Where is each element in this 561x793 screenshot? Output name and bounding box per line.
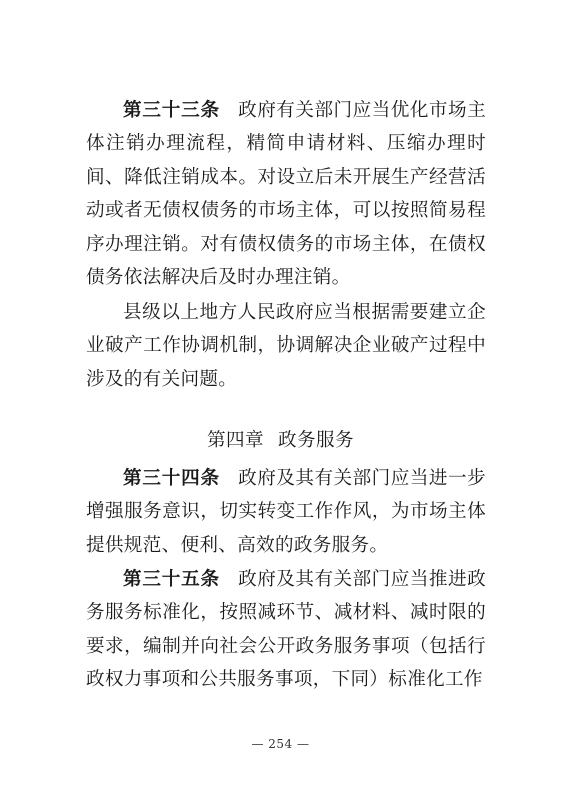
article-34-text: 政府及其有关部门应当进一步增强服务意识，切实转变工作作风，为市场主体提供规范、便利、高效的政务服务。 bbox=[86, 468, 486, 556]
article-33-paragraph bbox=[86, 94, 486, 294]
article-35-text: 政府及其有关部门应当推进政务服务标准化，按照减环节、减材料、减时限的要求，编制并向社会公开政务服务事项（包括行政权力事项和公共服务事项，下同）标准化工作 bbox=[86, 569, 486, 691]
article-35-paragraph bbox=[86, 563, 486, 697]
article-33-number: 第三十三条 bbox=[123, 100, 220, 121]
chapter-title: 政务服务 bbox=[278, 430, 354, 451]
article-33-paragraph-2: 县级以上地方人民政府应当根据需要建立企业破产工作协调机制，协调解决企业破产过程中涉及的有关问题。 bbox=[86, 302, 486, 390]
article-33-text: 政府有关部门应当优化市场主体注销办理流程，精简申请材料、压缩办理时间、降低注销成本。对设立后未开展生产经营活动或者无债权债务的市场主体，可以按照简易程序办理注销。对有债权债务的市场主体，在债权债务依法解决后及时办理注销。 bbox=[86, 100, 486, 289]
chapter-number: 第四章 bbox=[207, 430, 264, 451]
article-35-number: 第三十五条 bbox=[123, 569, 220, 590]
article-34-number: 第三十四条 bbox=[123, 468, 220, 489]
article-34-paragraph bbox=[86, 462, 486, 562]
page-number: — 254 — bbox=[251, 737, 310, 751]
chapter-heading bbox=[0, 429, 561, 453]
